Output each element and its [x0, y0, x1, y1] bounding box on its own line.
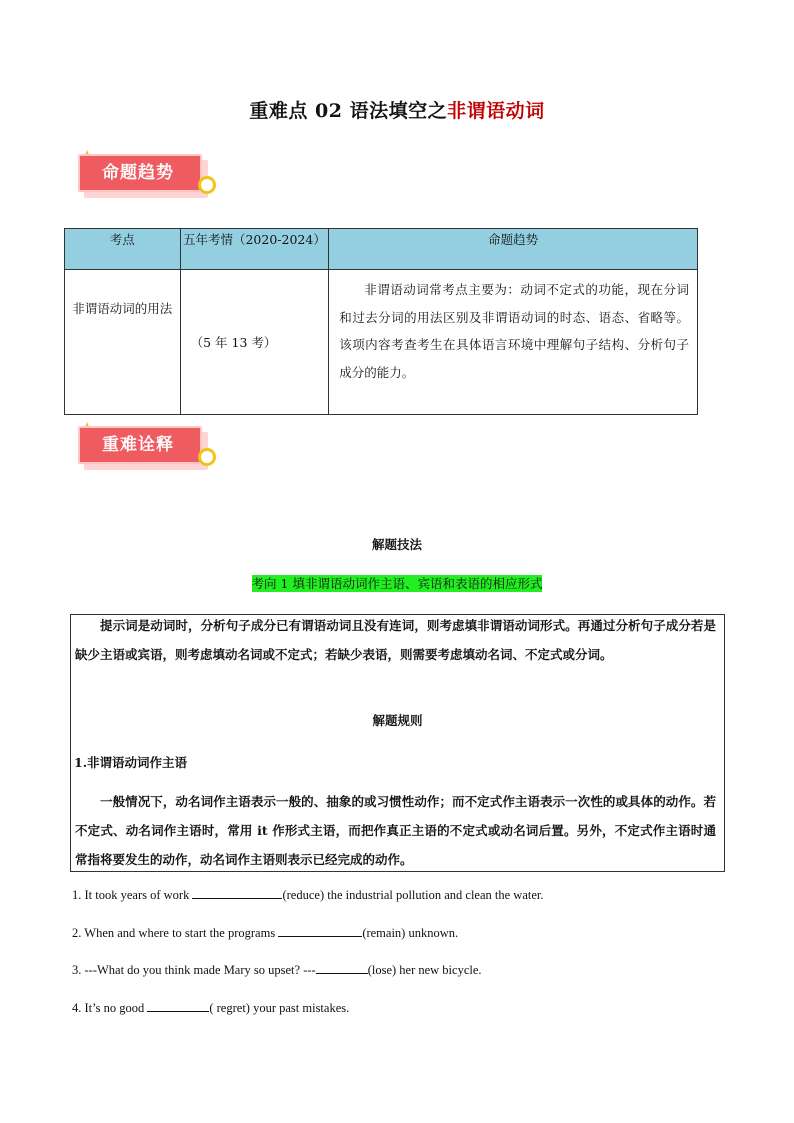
title-prefix: 重难点 02 语法填空之: [249, 100, 448, 122]
banner-ring-icon: [198, 176, 216, 194]
page-title: [0, 96, 794, 123]
trend-banner-label: 命题趋势: [78, 154, 202, 192]
question-1: [72, 886, 544, 903]
trend-banner: [72, 152, 220, 204]
point-highlight: 考向 1 填非谓语动词作主语、宾语和表语的相应形式: [251, 576, 543, 591]
banner-ring-icon: [198, 448, 216, 466]
table-header-row: [65, 229, 698, 270]
question-hint: (reduce) the industrial pollution and clean the water.: [282, 888, 544, 902]
answer-blank[interactable]: [278, 924, 362, 937]
answer-blank[interactable]: [192, 886, 282, 899]
header-topic: 考点: [65, 229, 181, 270]
cell-topic: 非谓语动词的用法: [65, 270, 181, 415]
explain-banner: [72, 424, 220, 476]
trend-table: [64, 228, 698, 415]
header-count: 五年考情（2020-2024）: [180, 229, 329, 270]
explain-banner-label: 重难诠释: [78, 426, 202, 464]
question-text: 1. It took years of work: [72, 888, 193, 902]
question-hint: ( regret) your past mistakes.: [209, 1001, 350, 1015]
question-hint: (remain) unknown.: [362, 926, 459, 940]
question-text: 4. It’s no good: [72, 1001, 148, 1015]
intro-paragraph: 提示词是动词时，分析句子成分已有谓语动词且没有连词，则考虑填非谓语动词形式。再通过分析句子成分若是缺少主语或宾语，则考虑填动名词或不定式；若缺少表语，则需要考虑填动名词、不定式或分词。: [75, 618, 716, 662]
answer-blank[interactable]: [316, 961, 368, 974]
method-heading: 解题技法: [371, 537, 422, 552]
method-box: [70, 614, 725, 872]
subject-paragraph: 一般情况下，动名词作主语表示一般的、抽象的或习惯性动作；而不定式作主语表示一次性的或具体的动作。若不定式、动名词作主语时，常用 it 作形式主语，而把作真正主语的不定式或动名词后置。另外，不定式作主语时通常指将要发生的动作，动名词作主语则表示已经完成的动作。: [75, 794, 716, 867]
title-highlight: 非谓语动词: [447, 100, 545, 122]
question-3: [72, 961, 482, 978]
cell-trend: 非谓语动词常考点主要为：动词不定式的功能，现在分词和过去分词的用法区别及非谓语动词的时态、语态、省略等。该项内容考查考生在具体语言环境中理解句子结构、分析句子成分的能力。: [329, 270, 698, 415]
subheading-subject: 1.非谓语动词作主语: [74, 755, 188, 770]
header-trend: 命题趋势: [329, 229, 698, 270]
cell-count: （5 年 13 考）: [180, 270, 329, 415]
rules-heading: 解题规则: [372, 713, 423, 728]
question-hint: (lose) her new bicycle.: [367, 963, 482, 977]
question-text: 2. When and where to start the programs: [72, 926, 279, 940]
table-row: [65, 270, 698, 415]
question-text: 3. ---What do you think made Mary so upset? ---: [72, 963, 316, 977]
answer-blank[interactable]: [147, 999, 209, 1012]
point-heading: [0, 574, 794, 592]
question-4: [72, 999, 349, 1016]
question-2: [72, 924, 458, 941]
